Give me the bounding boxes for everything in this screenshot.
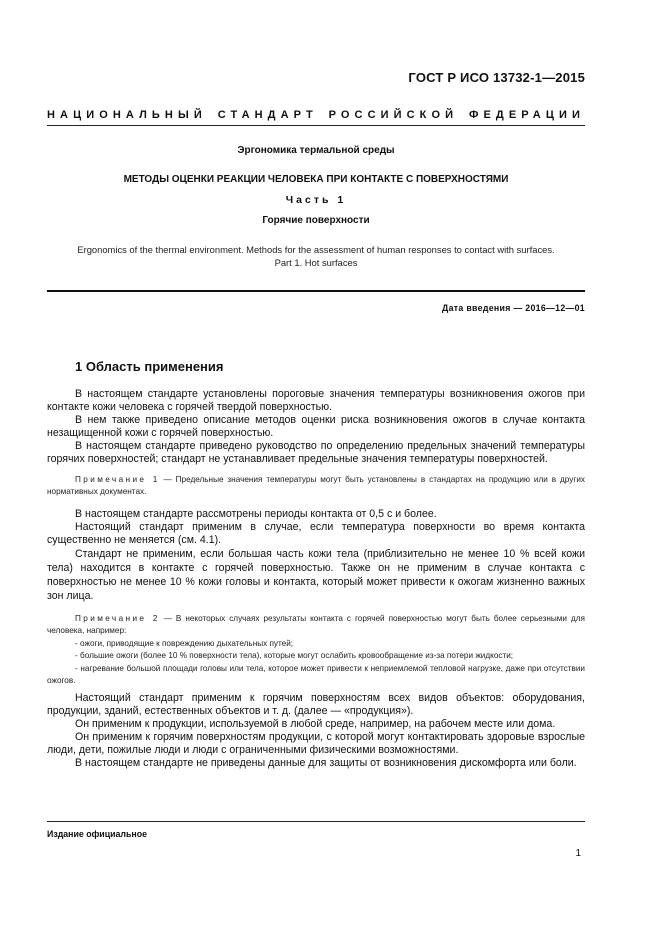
- paragraph: В настоящем стандарте приведено руководство по определению предельных значений температуры горячих поверхностей; стандарт не устанавливает предельные значения температуры поверхностей.: [47, 440, 585, 465]
- section-body: [47, 388, 585, 770]
- header-divider: [47, 125, 585, 126]
- paragraph: Он применим к продукции, используемой в любой среде, например, на рабочем месте или дома.: [75, 718, 556, 731]
- note-list-item: - ожоги, приводящие к повреждению дыхательных путей;: [75, 638, 294, 648]
- page-number: 1: [575, 848, 581, 859]
- banner-word: ФЕДЕРАЦИИ: [469, 109, 585, 121]
- paragraph: В настоящем стандарте не приведены данные для защиты от возникновения дискомфорта или боли.: [75, 757, 577, 770]
- banner-word: СТАНДАРТ: [217, 109, 318, 121]
- paragraph: В настоящем стандарте установлены пороговые значения температуры возникновения ожогов при контакте кожи человека с горячей твердой поверхностью.: [47, 388, 585, 413]
- title-divider: [47, 290, 585, 292]
- paragraph: Настоящий стандарт применим в случае, если температура поверхности во время контакта существенно не меняется (см. 4.1).: [47, 521, 585, 546]
- edition-label: Издание официальное: [47, 829, 147, 839]
- national-standard-banner: [47, 109, 585, 121]
- paragraph: Настоящий стандарт применим к горячим поверхностям всех видов объектов: оборудования, продукции, зданий, естественных объектов и т. д. (далее — «продукция»).: [47, 692, 585, 718]
- paragraph: Он применим к горячим поверхностям продукции, с которой могут контактировать здоровые взрослые люди, дети, пожилые люди и люди с ограниченными физическими возможностями.: [47, 731, 585, 757]
- part-name: Горячие поверхности: [262, 215, 370, 226]
- paragraph: В нем также приведено описание методов оценки риска возникновения ожогов в случае контакта незащищенной кожи с горячей поверхностью.: [47, 414, 585, 439]
- note-text: — В некоторых случаях результаты контакта с горячей поверхностью могут быть более серьезными для человека, например:: [47, 614, 585, 636]
- paragraph: Стандарт не применим, если большая часть кожи тела (приблизительно не менее 10 % всей кожи тела) находится в контакте с горячей поверхностью. Также он не применим в случае контакта с поверхностью не менее 10 % кожи головы и контакта, который может привести к ожогам жизненно важных зон лица.: [47, 548, 585, 602]
- part-label: Часть 1: [285, 194, 347, 206]
- note-2: [47, 613, 585, 687]
- introduction-date: Дата введения — 2016—12—01: [442, 303, 585, 313]
- note-list-item: - нагревание большой площади головы или тела, которое может привести к неприемлемой тепловой нагрузке, даже при отсутствии ожогов.: [47, 663, 585, 686]
- note-1: [47, 474, 585, 497]
- banner-word: РОССИЙСКОЙ: [328, 109, 459, 121]
- footer-divider: [47, 821, 585, 822]
- note-text: — Предельные значения температуры могут быть установлены в стандартах на продукцию или в других нормативных документах.: [47, 475, 585, 496]
- note-paragraph: [47, 613, 585, 638]
- english-title: [47, 243, 585, 269]
- english-title-line: Part 1. Hot surfaces: [274, 257, 358, 268]
- banner-word: НАЦИОНАЛЬНЫЙ: [47, 109, 207, 121]
- note-paragraph: [47, 474, 585, 497]
- section-heading: 1 Область применения: [75, 359, 224, 374]
- note-label: Примечание 2: [75, 614, 160, 623]
- english-title-line: Ergonomics of the thermal environment. Methods for the assessment of human responses to contact with surfaces.: [77, 244, 555, 255]
- note-list-item: - большие ожоги (более 10 % поверхности тела), которые могут ослабить кровообращение из-за потери жидкости;: [75, 651, 514, 661]
- subject-title: Эргономика термальной среды: [237, 145, 395, 156]
- paragraph: В настоящем стандарте рассмотрены периоды контакта от 0,5 с и более.: [75, 508, 437, 520]
- main-title: МЕТОДЫ ОЦЕНКИ РЕАКЦИИ ЧЕЛОВЕКА ПРИ КОНТАКТЕ С ПОВЕРХНОСТЯМИ: [123, 174, 509, 185]
- note-label: Примечание 1: [75, 475, 160, 484]
- standard-number: ГОСТ Р ИСО 13732-1—2015: [408, 70, 585, 85]
